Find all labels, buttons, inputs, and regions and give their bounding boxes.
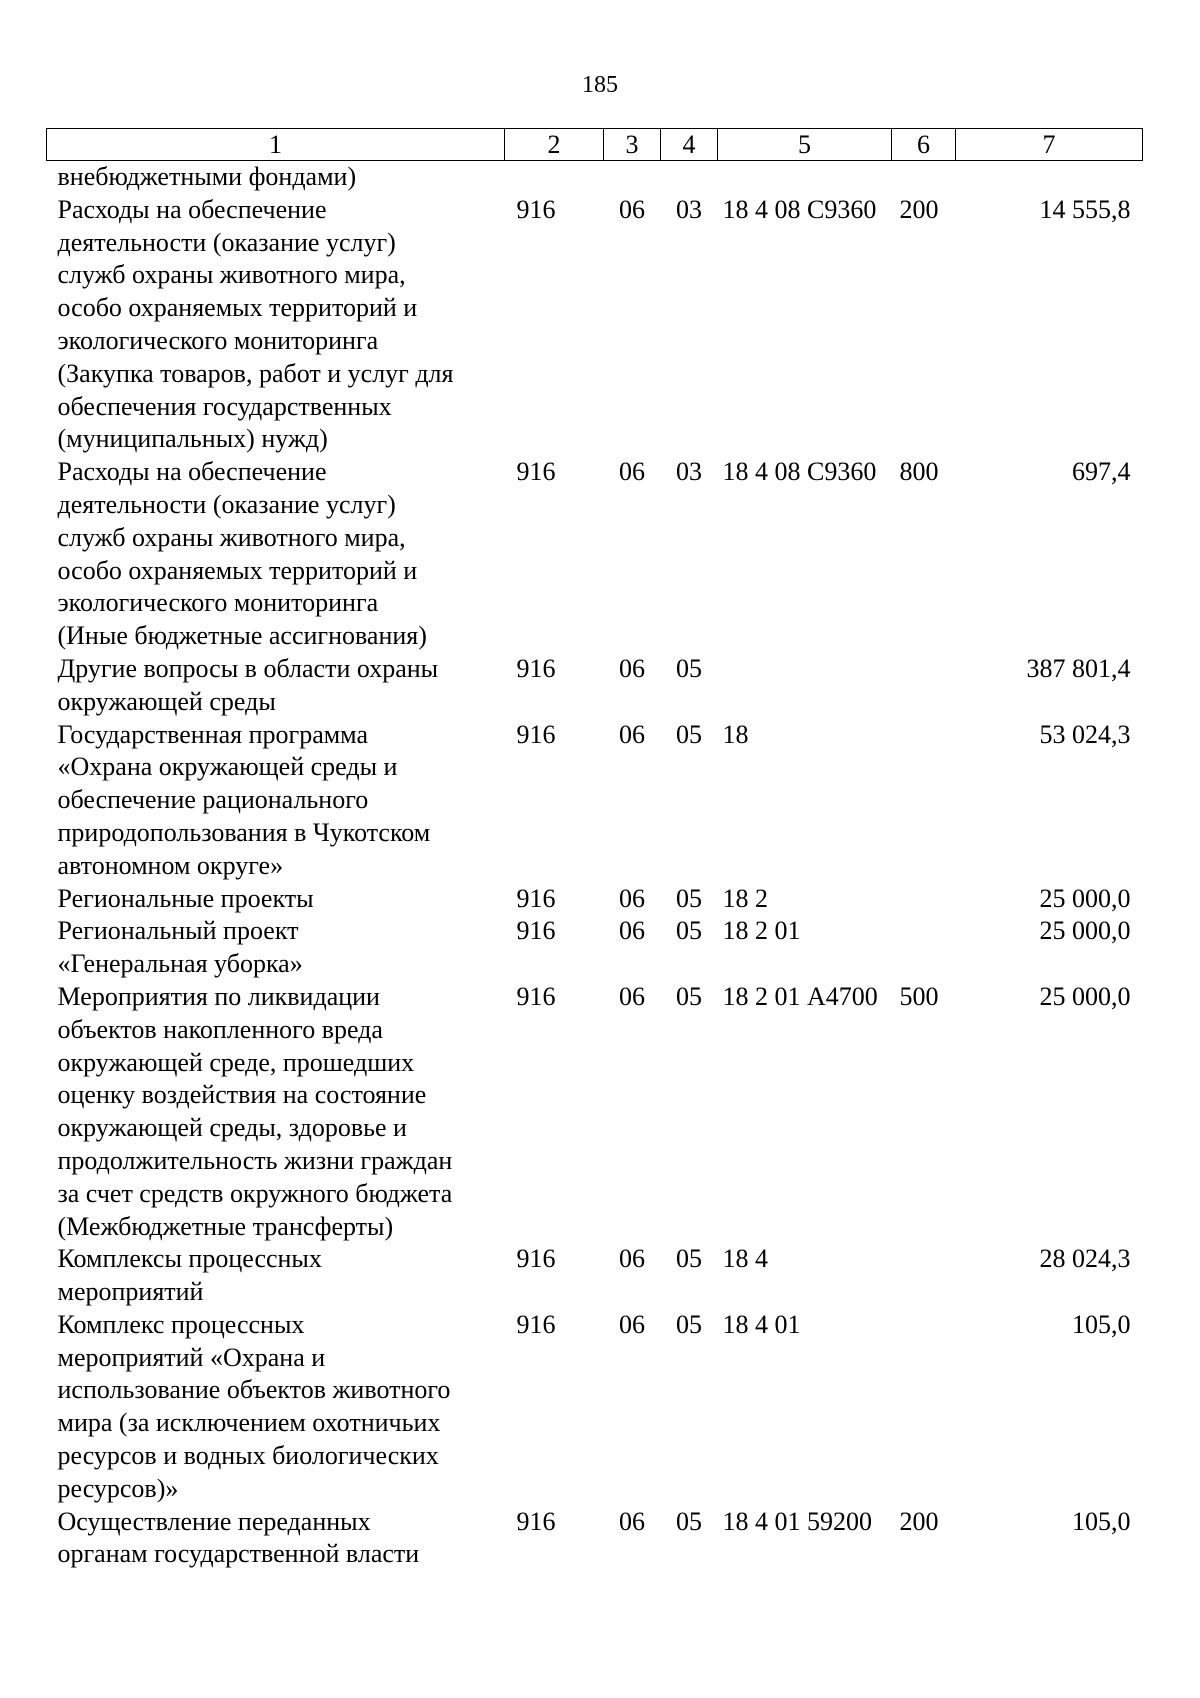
cell-section: 06 (619, 1309, 645, 1339)
cell-subsection: 03 (676, 457, 702, 487)
cell-ved: 916 (516, 194, 556, 224)
table-row (47, 194, 1143, 456)
cell-subsection: 05 (676, 1244, 702, 1274)
cell-name-line: Государственная программа (57, 719, 369, 749)
cell-name (47, 653, 505, 719)
cell-section: 06 (619, 981, 645, 1011)
cell-name (47, 981, 505, 1243)
cell-target-article: 18 4 01 (722, 1309, 801, 1339)
cell-ved: 916 (516, 883, 556, 913)
cell-target-article: 18 2 01 А4700 (722, 981, 878, 1011)
cell-target-article: 18 4 08 С9360 (722, 457, 877, 487)
cell-target-article: 18 4 (722, 1244, 768, 1274)
cell-ved: 916 (516, 916, 556, 946)
cell-ved: 916 (516, 1309, 556, 1339)
cell-section: 06 (619, 457, 645, 487)
cell-amount: 387 801,4 (1026, 653, 1131, 683)
cell-name-line: мероприятий (57, 1277, 204, 1307)
budget-table (46, 128, 1143, 1571)
cell-name-line: окружающей среде, прошедших (57, 1047, 415, 1077)
cell-expense-type: 500 (899, 981, 939, 1011)
cell-expense-type (892, 883, 956, 916)
table-row (47, 981, 1143, 1243)
cell-section: 06 (619, 719, 645, 749)
cell-name-line: автономном округе» (57, 850, 284, 880)
cell-amount: 25 000,0 (1039, 981, 1131, 1011)
table-row (47, 653, 1143, 719)
cell-name-line: использование объектов животного (57, 1375, 451, 1405)
cell-name (47, 456, 505, 653)
cell-subsection: 05 (676, 883, 702, 913)
cell-name (47, 1243, 505, 1309)
cell-name-line: (муниципальных) нужд) (57, 424, 328, 454)
cell-name-line: окружающей среды, здоровье и (57, 1113, 407, 1143)
cell-subsection: 03 (676, 194, 702, 224)
table-row (47, 456, 1143, 653)
cell-amount: 28 024,3 (1039, 1244, 1131, 1274)
cell-subsection: 05 (676, 916, 702, 946)
cell-section: 06 (619, 653, 645, 683)
cell-name-line: ресурсов и водных биологических (57, 1441, 439, 1471)
cell-ved: 916 (516, 457, 556, 487)
table-body (47, 161, 1143, 1572)
cell-subsection: 05 (676, 1506, 702, 1536)
cell-name-line: за счет средств окружного бюджета (57, 1178, 453, 1208)
cell-name-line: обеспечение рационального (57, 785, 369, 815)
cell-amount: 25 000,0 (1039, 883, 1131, 913)
cell-name-line: Комплексы процессных (57, 1244, 322, 1274)
cell-name-line: служб охраны животного мира, (57, 260, 406, 290)
cell-name-line: (Иные бюджетные ассигнования) (57, 621, 427, 651)
cell-name-line: мира (за исключением охотничьих (57, 1408, 441, 1438)
cell-name (47, 915, 505, 981)
header-col-2: 2 (505, 129, 604, 161)
cell-expense-type (892, 719, 956, 883)
cell-name (47, 1309, 505, 1506)
cell-name (47, 1506, 505, 1572)
cell-name-line: внебюджетными фондами) (57, 162, 357, 191)
cell-subsection: 05 (676, 719, 702, 749)
cell-target-article (718, 161, 892, 194)
cell-name-line: (Межбюджетные трансферты) (57, 1211, 394, 1241)
cell-name (47, 194, 505, 456)
cell-subsection: 05 (676, 981, 702, 1011)
cell-amount (956, 161, 1143, 194)
cell-section (604, 161, 661, 194)
cell-name-line: Мероприятия по ликвидации (57, 981, 380, 1011)
table-row (47, 883, 1143, 916)
cell-expense-type (892, 1309, 956, 1506)
cell-target-article: 18 4 01 59200 (722, 1506, 872, 1536)
cell-amount: 697,4 (1072, 457, 1131, 487)
cell-target-article: 18 2 (722, 883, 768, 913)
cell-target-article: 18 (722, 719, 749, 749)
cell-ved: 916 (516, 653, 556, 683)
cell-subsection: 05 (676, 1309, 702, 1339)
cell-expense-type (892, 915, 956, 981)
cell-expense-type: 200 (899, 194, 939, 224)
cell-name-line: деятельности (оказание услуг) (57, 489, 396, 519)
cell-name (47, 161, 505, 194)
cell-ved (505, 161, 604, 194)
cell-expense-type (892, 1243, 956, 1309)
cell-amount: 53 024,3 (1039, 719, 1131, 749)
page-number: 185 (582, 72, 618, 98)
cell-target-article: 18 4 08 С9360 (722, 194, 877, 224)
cell-name-line: Региональные проекты (57, 883, 314, 913)
cell-name-line: оценку воздействия на состояние (57, 1080, 427, 1110)
cell-amount: 105,0 (1072, 1309, 1131, 1339)
cell-expense-type (892, 161, 956, 194)
header-col-1: 1 (47, 129, 505, 161)
cell-section: 06 (619, 194, 645, 224)
cell-name-line: объектов накопленного вреда (57, 1014, 383, 1044)
cell-name-line: экологического мониторинга (57, 588, 379, 618)
cell-name-line: окружающей среды (57, 686, 276, 716)
cell-amount: 105,0 (1072, 1506, 1131, 1536)
cell-name-line: Расходы на обеспечение (57, 457, 327, 487)
cell-name-line: Расходы на обеспечение (57, 194, 327, 224)
cell-name-line: особо охраняемых территорий и (57, 293, 418, 323)
cell-ved: 916 (516, 1506, 556, 1536)
cell-amount: 14 555,8 (1039, 194, 1131, 224)
header-col-3: 3 (604, 129, 661, 161)
cell-target-article: 18 2 01 (722, 916, 801, 946)
cell-subsection: 05 (676, 653, 702, 683)
cell-name-line: обеспечения государственных (57, 391, 392, 421)
cell-section: 06 (619, 916, 645, 946)
cell-name-line: органам государственной власти (57, 1539, 420, 1569)
cell-name-line: деятельности (оказание услуг) (57, 227, 396, 257)
cell-section: 06 (619, 883, 645, 913)
cell-ved: 916 (516, 719, 556, 749)
cell-name-line: «Генеральная уборка» (57, 949, 303, 979)
cell-expense-type: 800 (899, 457, 939, 487)
table-row (47, 719, 1143, 883)
cell-section: 06 (619, 1244, 645, 1274)
cell-name-line: экологического мониторинга (57, 325, 379, 355)
cell-name-line: «Охрана окружающей среды и (57, 752, 398, 782)
cell-expense-type (892, 653, 956, 719)
cell-name-line: Комплекс процессных (57, 1309, 305, 1339)
cell-name-line: Осуществление переданных (57, 1506, 371, 1536)
header-row (47, 129, 1143, 161)
cell-name-line: мероприятий «Охрана и (57, 1342, 326, 1372)
cell-name-line: служб охраны животного мира, (57, 522, 406, 552)
cell-subsection (661, 161, 718, 194)
table-row (47, 1309, 1143, 1506)
table-header (47, 129, 1143, 161)
table-row (47, 1243, 1143, 1309)
header-col-6: 6 (892, 129, 956, 161)
table-row (47, 915, 1143, 981)
cell-name-line: (Закупка товаров, работ и услуг для (57, 358, 454, 388)
cell-ved: 916 (516, 1244, 556, 1274)
cell-name-line: особо охраняемых территорий и (57, 555, 418, 585)
table-row (47, 161, 1143, 194)
cell-name-line: продолжительность жизни граждан (57, 1145, 453, 1175)
cell-target-article (718, 653, 892, 719)
cell-name-line: природопользования в Чукотском (57, 817, 431, 847)
cell-name-line: ресурсов)» (57, 1473, 179, 1503)
cell-name (47, 719, 505, 883)
header-col-5: 5 (718, 129, 892, 161)
table-row (47, 1506, 1143, 1572)
cell-ved: 916 (516, 981, 556, 1011)
cell-name (47, 883, 505, 916)
cell-name-line: Региональный проект (57, 916, 299, 946)
header-col-4: 4 (661, 129, 718, 161)
header-col-7: 7 (956, 129, 1143, 161)
cell-name-line: Другие вопросы в области охраны (57, 653, 439, 683)
cell-section: 06 (619, 1506, 645, 1536)
cell-expense-type: 200 (899, 1506, 939, 1536)
cell-amount: 25 000,0 (1039, 916, 1131, 946)
